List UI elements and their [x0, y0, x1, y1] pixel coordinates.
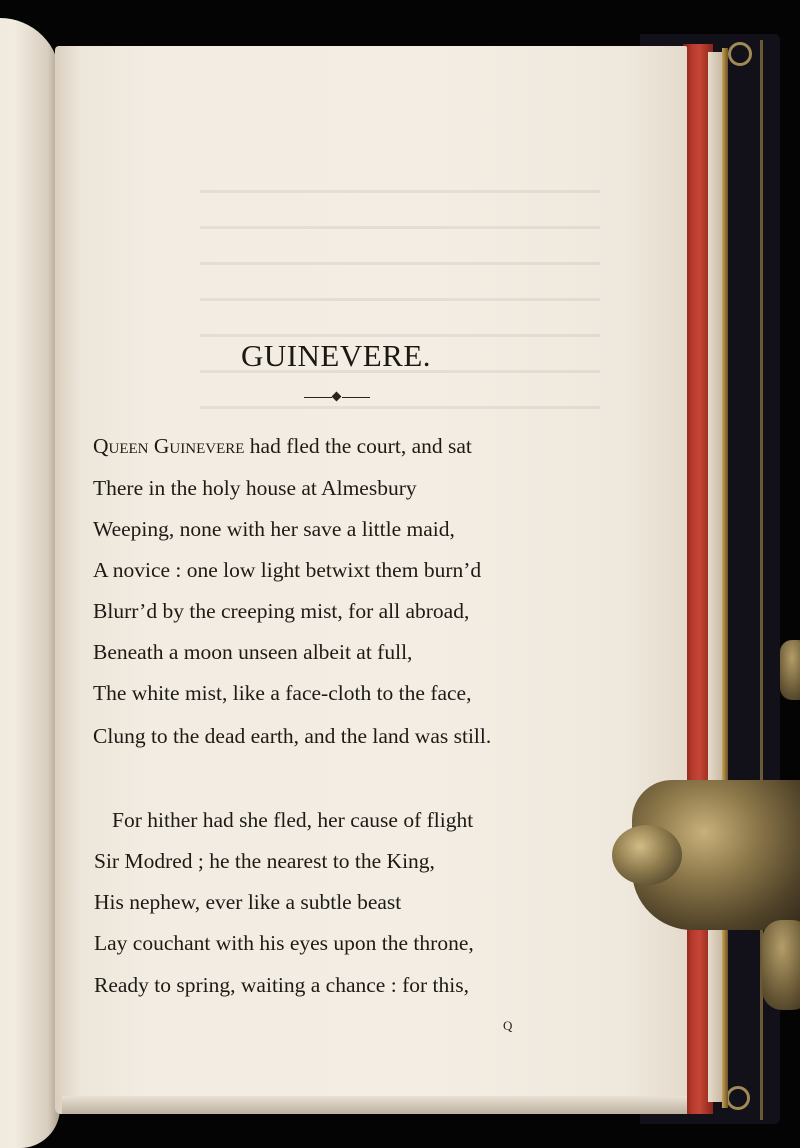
page-bottom-edge: [62, 1096, 687, 1114]
verse-line-11: His nephew, ever like a subtle beast: [94, 890, 402, 914]
cover-corner-ornament-top: [728, 42, 752, 66]
verse-line-8: Clung to the dead earth, and the land was still.: [93, 724, 492, 748]
title-ornament: [304, 390, 370, 404]
verse-line-4: A novice : one low light betwixt them burn’d: [93, 558, 482, 582]
signature-mark: Q: [503, 1018, 513, 1033]
clip-lower-arm: [762, 920, 800, 1010]
verse-line-6: Beneath a moon unseen albeit at full,: [93, 640, 413, 664]
verse-line-5: Blurr’d by the creeping mist, for all abroad,: [93, 599, 470, 623]
brass-page-clip: [612, 770, 800, 950]
verse-line-10: Sir Modred ; he the nearest to the King,: [94, 849, 435, 873]
verse-line-1: [93, 434, 472, 459]
show-through-text: [200, 190, 600, 430]
verse-line-12: Lay couchant with his eyes upon the throne,: [94, 931, 474, 955]
verse-line-9: For hither had she fled, her cause of flight: [112, 808, 474, 832]
verse-line-2: There in the holy house at Almesbury: [93, 476, 417, 500]
left-page-edge: [0, 18, 60, 1148]
clip-upper-arm: [780, 640, 800, 700]
opening-smallcaps: Queen Guinevere: [93, 434, 245, 458]
poem-title: GUINEVERE.: [240, 338, 432, 373]
cover-corner-ornament-bottom: [726, 1086, 750, 1110]
clip-knob: [612, 825, 682, 885]
verse-line-3: Weeping, none with her save a little maid,: [93, 517, 455, 541]
verse-line-13: Ready to spring, waiting a chance : for this,: [94, 973, 469, 997]
verse-line-7: The white mist, like a face-cloth to the face,: [93, 681, 472, 705]
verse-line-1-rest: had fled the court, and sat: [244, 434, 472, 458]
